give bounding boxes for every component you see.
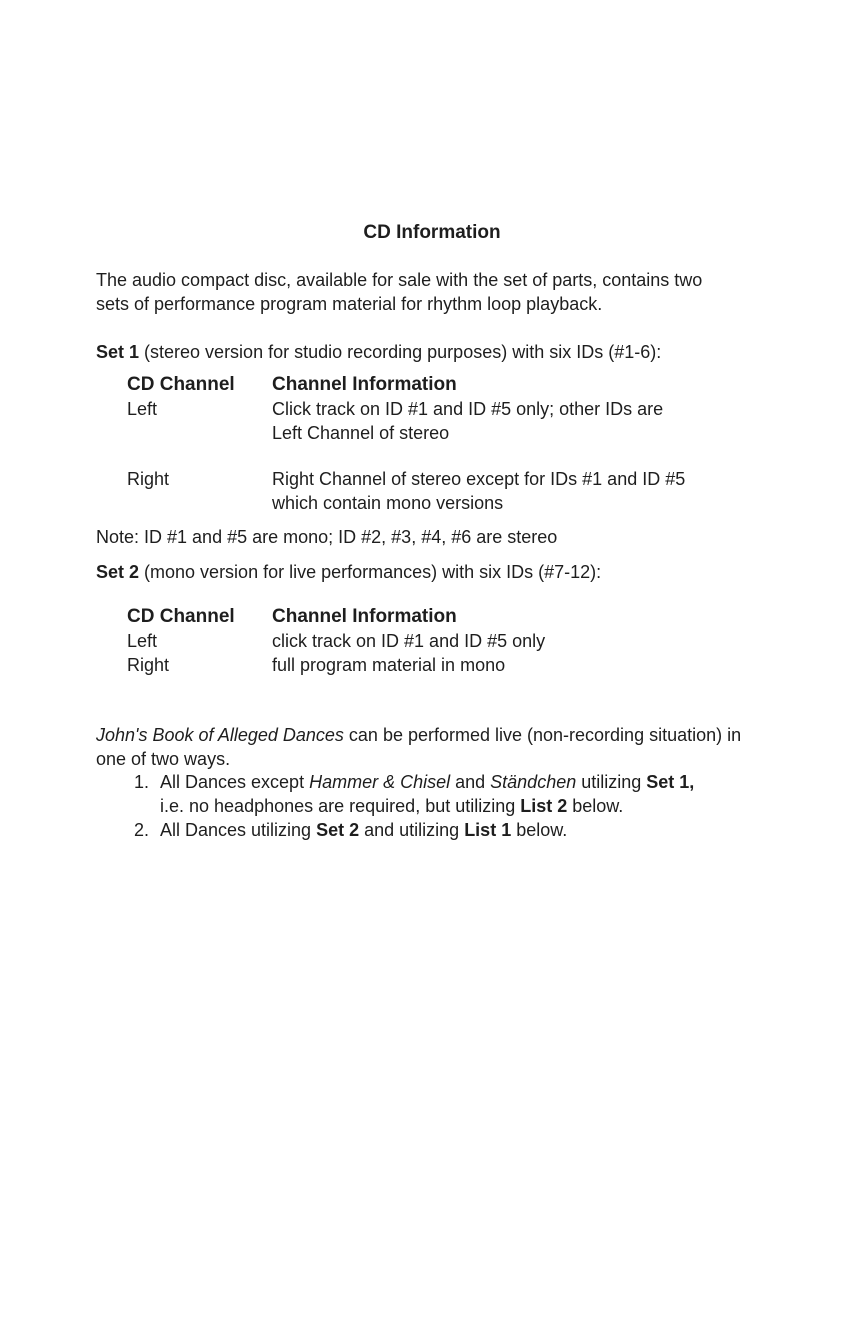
item-2-text-a: All Dances utilizing [160, 820, 317, 840]
live-line-1-rest: can be performed live (non-recording situation) in [343, 725, 742, 745]
set1-header-channel: CD Channel [127, 374, 235, 395]
set2-heading [96, 560, 601, 584]
set2-row-left-info: click track on ID #1 and ID #5 only [272, 631, 546, 651]
set2-header-channel: CD Channel [127, 606, 235, 627]
live-line-2: one of two ways. [96, 749, 231, 769]
item-1-text-a: All Dances except [160, 772, 310, 792]
set1-row-right-info-1: Right Channel of stereo except for IDs #1 and ID #5 [272, 469, 686, 489]
list-number-1: 1. [133, 772, 149, 792]
set2-row-right-channel: Right [127, 655, 170, 675]
set1-note: Note: ID #1 and #5 are mono; ID #2, #3, #4, #6 are stereo [96, 527, 558, 547]
set2-header-info: Channel Information [272, 606, 457, 627]
item-1-text-e: utilizing [576, 772, 647, 792]
set1-row-left-info-2: Left Channel of stereo [272, 423, 450, 443]
set1-heading [96, 340, 661, 364]
list-item-1-line-1 [160, 770, 694, 794]
item-1-set-ref: Set 1, [646, 772, 695, 792]
set1-header-info: Channel Information [272, 374, 457, 395]
set1-description: (stereo version for studio recording purposes) with six IDs (#1-6): [139, 342, 662, 362]
item-2-set-ref: Set 2 [316, 820, 360, 840]
set1-row-right-info-2: which contain mono versions [272, 493, 504, 513]
set1-label: Set 1 [96, 342, 140, 362]
item-1-text-c: and [450, 772, 491, 792]
set2-description: (mono version for live performances) with six IDs (#7-12): [139, 562, 602, 582]
list-item-2 [160, 818, 567, 842]
set2-row-right-info: full program material in mono [272, 655, 506, 675]
set1-row-left-channel: Left [127, 399, 158, 419]
item-2-list-ref: List 1 [464, 820, 512, 840]
list-item-1-line-2 [160, 794, 623, 818]
set2-label: Set 2 [96, 562, 140, 582]
hammer-chisel-title: Hammer & Chisel [309, 772, 451, 792]
set1-row-left-info-1: Click track on ID #1 and ID #5 only; other IDs are [272, 399, 664, 419]
set1-row-right-channel: Right [127, 469, 170, 489]
page-title: CD Information [363, 222, 501, 243]
intro-line-1: The audio compact disc, available for sale with the set of parts, contains two [96, 270, 703, 290]
item-2-text-e: below. [511, 820, 568, 840]
list-number-2: 2. [133, 820, 149, 840]
standchen-title: Ständchen [490, 772, 577, 792]
item-1-line-2-text-a: i.e. no headphones are required, but utilizing [160, 796, 521, 816]
item-2-text-c: and utilizing [359, 820, 465, 840]
item-1-list-ref: List 2 [520, 796, 568, 816]
live-line-1 [96, 723, 741, 747]
intro-line-2: sets of performance program material for rhythm loop playback. [96, 294, 603, 314]
set2-row-left-channel: Left [127, 631, 158, 651]
item-1-line-2-text-c: below. [567, 796, 624, 816]
book-title: John's Book of Alleged Dances [96, 725, 344, 745]
